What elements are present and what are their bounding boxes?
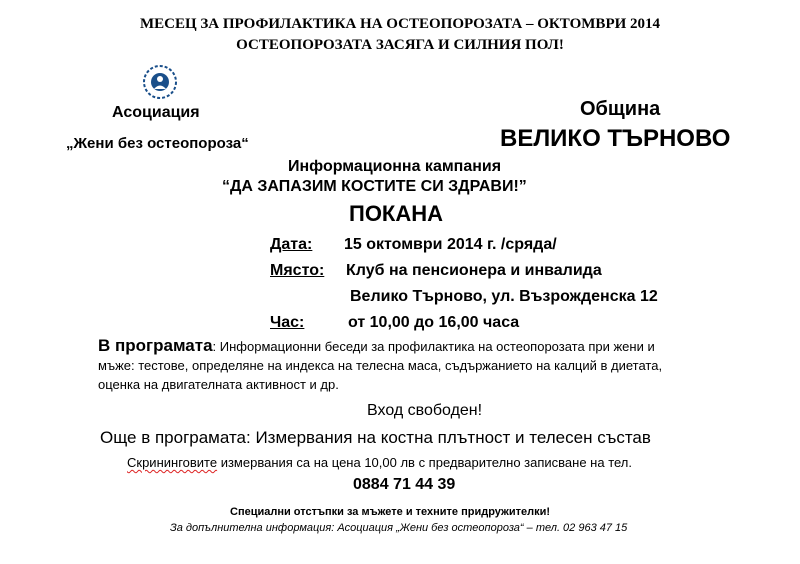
association-label: Асоциация bbox=[112, 104, 200, 121]
screening-rest: измервания са на цена 10,00 лв с предварително записване на тел. bbox=[217, 455, 633, 470]
discounts-note: Специални отстъпки за мъжете и техните придружителки! bbox=[230, 506, 550, 518]
screening-word: Скрининговите bbox=[127, 455, 218, 470]
date-label: Дата: bbox=[270, 236, 313, 253]
free-entry: Вход свободен! bbox=[367, 402, 483, 419]
campaign-slogan: “ДА ЗАПАЗИМ КОСТИТЕ СИ ЗДРАВИ!” bbox=[222, 178, 527, 195]
place-value: Клуб на пенсионера и инвалида bbox=[346, 262, 602, 279]
phone-number: 0884 71 44 39 bbox=[353, 476, 456, 493]
contact-info: За допълнителна информация: Асоциация „Жени без остеопороза“ – тел. 02 963 47 15 bbox=[170, 522, 628, 534]
place-label: Място: bbox=[270, 262, 325, 279]
campaign-label: Информационна кампания bbox=[288, 158, 502, 175]
time-label: Час: bbox=[270, 314, 305, 331]
municipality-label: Община bbox=[580, 98, 661, 120]
date-value: 15 октомври 2014 г. /сряда/ bbox=[344, 236, 557, 253]
program-line-2: мъже: тестове, определяне на индекса на телесна маса, съдържанието на калций в диетата, bbox=[98, 358, 663, 373]
screening-note bbox=[127, 455, 632, 470]
association-logo bbox=[140, 62, 180, 102]
invitation-title: ПОКАНА bbox=[349, 201, 444, 226]
header-line-1: МЕСЕЦ ЗА ПРОФИЛАКТИКА НА ОСТЕОПОРОЗАТА – ОКТОМВРИ 2014 bbox=[139, 16, 661, 32]
program-paragraph bbox=[98, 336, 662, 394]
association-name: „Жени без остеопороза“ bbox=[66, 135, 249, 152]
program-line-3: оценка на двигателната активност и др. bbox=[98, 377, 339, 392]
program-line-1: : Информационни беседи за профилактика на остеопорозата при жени и bbox=[212, 339, 655, 354]
address-value: Велико Търново, ул. Възрожденска 12 bbox=[350, 288, 658, 305]
program-heading: В програмата bbox=[98, 336, 213, 355]
header-line-2: ОСТЕОПОРОЗАТА ЗАСЯГА И СИЛНИЯ ПОЛ! bbox=[236, 37, 564, 53]
time-value: от 10,00 до 16,00 часа bbox=[348, 314, 520, 331]
municipality-name: ВЕЛИКО ТЪРНОВО bbox=[500, 125, 731, 152]
more-program: Още в програмата: Измервания на костна плътност и телесен състав bbox=[100, 428, 651, 447]
